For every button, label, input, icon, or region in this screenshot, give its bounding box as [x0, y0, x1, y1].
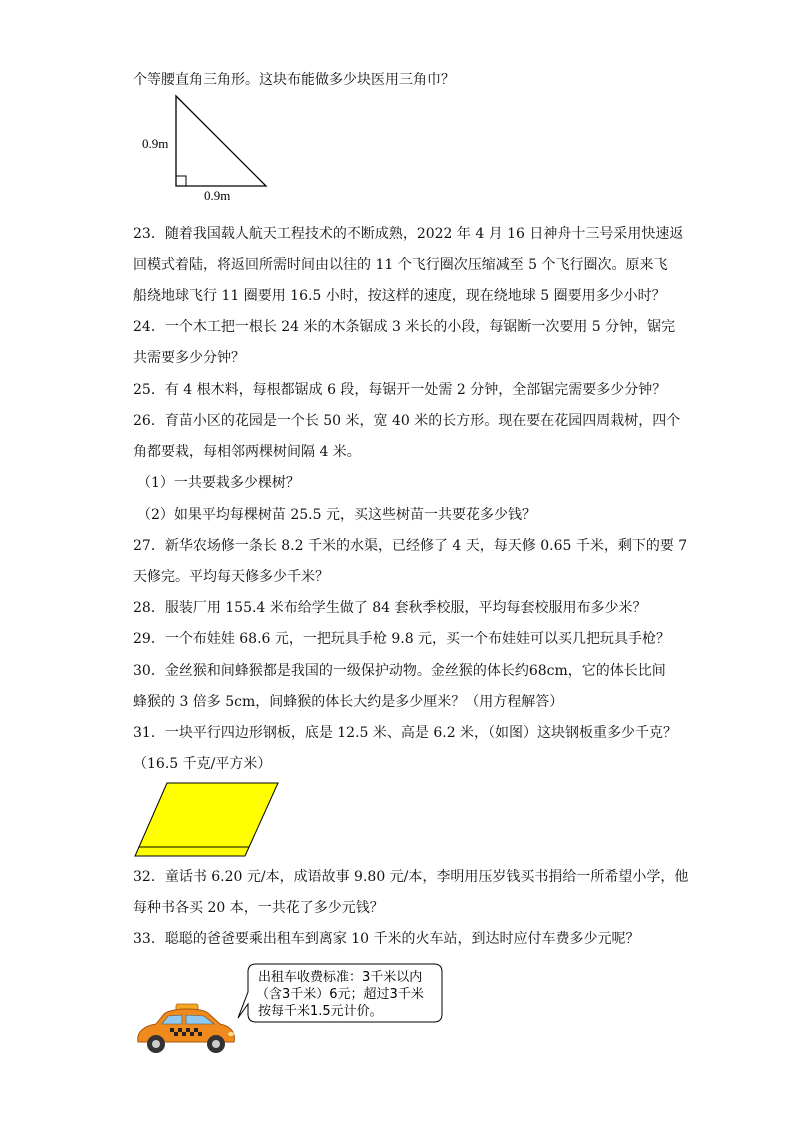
problem-26-sub-2: （2）如果平均每棵树苗 25.5 元，买这些树苗一共要花多少钱？: [137, 507, 536, 523]
right-angle-mark: [176, 176, 186, 186]
problem-31-line-1: 31．一块平行四边形钢板，底是 12.5 米、高是 6.2 米，（如图）这块钢板重多少千克？: [133, 725, 678, 741]
bubble-line-2: （含3千米）6元；超过3千米: [256, 987, 424, 1002]
problem-25-line: 25．有 4 根木料，每根都锯成 6 段，每锯开一处需 2 分钟，全部锯完需要多少分钟？: [133, 382, 667, 398]
triangle-base-label: 0.9m: [204, 188, 231, 203]
problem-26-sub-1: （1）一共要栽多少棵树？: [137, 475, 300, 491]
problem-29-line: 29．一个布娃娃 68.6 元，一把玩具手枪 9.8 元，买一个布娃娃可以买几把玩具手枪？: [133, 631, 671, 647]
parallelogram-shape: [135, 783, 278, 856]
fare-speech-bubble: [236, 960, 446, 1030]
parallelogram-figure: [132, 780, 282, 860]
problem-28-line: 28．服装厂用 155.4 米布给学生做了 84 套秋季校服，平均每套校服用布多少米？: [133, 600, 647, 616]
problem-32-line-1: 32．童话书 6.20 元/本，成语故事 9.80 元/本，李明用压岁钱买书捐给一所希望小学，他: [133, 869, 689, 885]
problem-31-line-2: （16.5 千克/平方米）: [133, 756, 272, 772]
bubble-line-1: 出租车收费标准：3千米以内: [258, 970, 423, 985]
problem-23-line-3: 船绕地球飞行 11 圈要用 16.5 小时，按这样的速度，现在绕地球 5 圈要用多少小时？: [133, 288, 666, 304]
problem-26-line-2: 角都要栽，每相邻两棵树间隔 4 米。: [133, 444, 361, 460]
problem-27-line-2: 天修完。平均每天修多少千米？: [133, 569, 329, 585]
taxi-icon: [130, 998, 240, 1058]
problem-30-line-1: 30．金丝猴和间蜂猴都是我国的一级保护动物。金丝猴的体长约68cm，它的体长比间: [133, 663, 666, 679]
problem-23-line-1: 23．随着我国载人航天工程技术的不断成熟，2022 年 4 月 16 日神舟十三号采用快速返: [133, 226, 684, 242]
problem-33-line: 33．聪聪的爸爸要乘出租车到离家 10 千米的火车站，到达时应付车费多少元呢？: [133, 931, 640, 947]
problem-27-line-1: 27．新华农场修一条长 8.2 千米的水渠，已经修了 4 天，每天修 0.65 千米，剩下的要 7: [133, 538, 688, 554]
problem-24-line-2: 共需要多少分钟？: [133, 350, 245, 366]
triangle-shape: [176, 96, 266, 186]
bubble-line-3: 按每千米1.5元计价。: [258, 1004, 383, 1019]
problem-23-line-2: 回模式着陆，将返回所需时间由以往的 11 个飞行圈次压缩减至 5 个飞行圈次。原来飞: [133, 257, 668, 273]
problem-24-line-1: 24．一个木工把一根长 24 米的木条锯成 3 米长的小段，每锯断一次要用 5 分钟，锯完: [133, 319, 676, 335]
problem-32-line-2: 每种书各买 20 本，一共花了多少元钱？: [133, 900, 384, 916]
right-triangle-figure: [138, 90, 288, 210]
problem-26-line-1: 26．育苗小区的花园是一个长 50 米，宽 40 米的长方形。现在要在花园四周栽树，四个: [133, 413, 681, 429]
problem-30-line-2: 蜂猴的 3 倍多 5cm，间蜂猴的体长大约是多少厘米？（用方程解答）: [133, 694, 564, 710]
problem-text-line: 个等腰直角三角形。这块布能做多少块医用三角巾？: [133, 72, 455, 88]
triangle-height-label: 0.9m: [142, 136, 169, 151]
